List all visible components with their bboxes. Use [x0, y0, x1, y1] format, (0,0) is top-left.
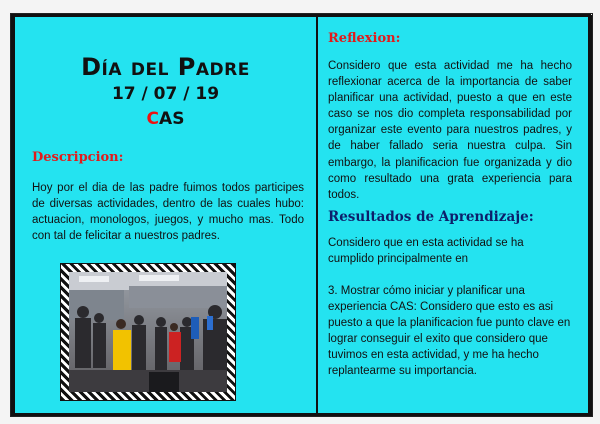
descripcion-heading: Descripcion: — [32, 150, 124, 165]
column-divider — [316, 17, 318, 413]
poster-panel — [12, 14, 591, 416]
cas-label — [15, 109, 316, 129]
resultados-intro: Considero que en esta actividad se ha cumplido principalmente en — [328, 237, 524, 266]
photo-frame — [60, 263, 236, 401]
page-title: Día del Padre — [81, 53, 250, 81]
event-date: 17 / 07 / 19 — [111, 84, 220, 104]
resultados-item: 3. Mostrar cómo iniciar y planificar una experiencia CAS: Considero que esto es asi puesto a que la planificacion fue punto clave en lograr conseguir el exito que considero que tuvimos en esta actividad, y me ha hecho replantearme su importancia. — [328, 285, 571, 378]
event-photo-image — [69, 272, 227, 392]
cas-label-rest: AS — [159, 109, 185, 129]
reflexion-text: Considero que esta actividad me ha hecho reflexionar acerca de la importancia de saber planificar una actividad, puesto a que en este caso se nos dio completa responsabilidad por organizar este evento para nuestros padres, y de haber fallado seria nuestra culpa. Sin embargo, la planificacion fue organizada y dio como resultado una grata experiencia para todos. — [328, 60, 572, 201]
resultados-heading: Resultados de Aprendizaje: — [328, 209, 534, 225]
event-photo — [69, 272, 227, 392]
cas-label-initial: C — [146, 109, 160, 129]
reflexion-heading: Reflexion: — [328, 31, 401, 46]
descripcion-text: Hoy por el dia de las padre fuimos todos participes de diversas actividades, dentro de las cuales hubo: actuacion, monologos, juegos, y mucho mas. Todo con tal de felicitar a nuestros padres. — [32, 182, 304, 243]
